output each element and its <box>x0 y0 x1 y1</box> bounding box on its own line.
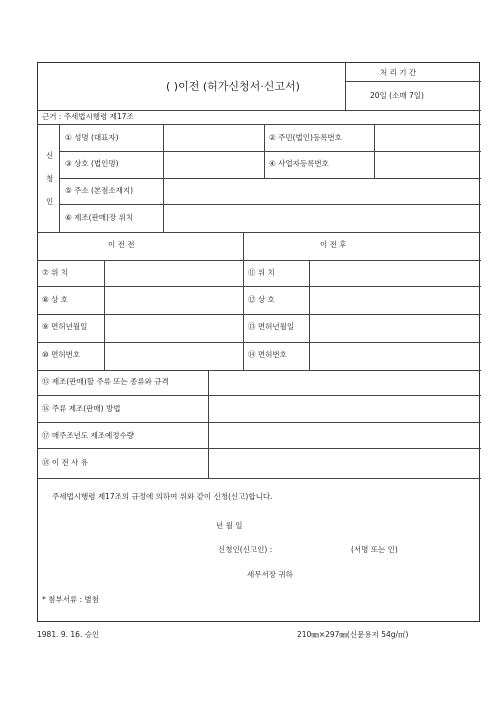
field-name-label: ① 성명 (대표자) <box>65 133 119 142</box>
line <box>243 232 244 370</box>
processing-period-label: 처 리 기 간 <box>380 68 417 77</box>
field-trade-name-label: ③ 상호 (법인명) <box>65 159 119 168</box>
applicant-label-char: 신 <box>46 151 54 160</box>
line <box>59 178 481 179</box>
line <box>59 204 481 205</box>
field-address-label: ⑤ 주소 (본점소재지) <box>65 186 134 195</box>
declaration-statement: 주세법시행령 제17조의 규정에 의하여 위와 같이 신청(신고)합니다. <box>52 492 273 501</box>
field-business-number-label: ④ 사업자등록번호 <box>269 159 329 168</box>
processing-divider <box>345 81 481 82</box>
after-license-date-label: ⑬ 면허년월일 <box>248 322 295 331</box>
recipient: 세무서장 귀하 <box>247 570 293 579</box>
before-location-label: ⑦ 위 치 <box>42 268 68 277</box>
line <box>38 314 481 315</box>
detail-liquor-type-label: ⑮ 제조(판매)할 주류 또는 종류와 규격 <box>42 377 169 386</box>
line <box>38 448 481 449</box>
after-location-label: ⑪ 위 치 <box>248 268 275 277</box>
line <box>38 124 481 125</box>
header-divider <box>345 63 346 110</box>
line <box>38 395 481 396</box>
after-license-number-label: ⑭ 면허번호 <box>248 350 287 359</box>
legal-basis: 근거 : 주세법시행령 제17조 <box>42 112 134 121</box>
line <box>38 478 481 479</box>
after-transfer-header: 이 전 후 <box>320 240 347 249</box>
line <box>38 422 481 423</box>
approval-date: 1981. 9. 16. 승인 <box>37 630 100 639</box>
before-license-date-label: ⑨ 면허년월일 <box>42 322 88 331</box>
line <box>104 260 105 370</box>
line <box>59 151 481 152</box>
applicant-label-char: 청 <box>46 174 54 183</box>
form-title: ( )이전 (허가신청서·신고서) <box>166 80 300 93</box>
line <box>38 286 481 287</box>
field-location-label: ⑥ 제조(판매)장 위치 <box>65 213 134 222</box>
line <box>309 260 310 370</box>
signature-note: (서명 또는 인) <box>351 545 398 554</box>
attachment-note: * 첨부서류 : 별첨 <box>42 595 99 604</box>
detail-method-label: ⑯ 주류 제조(판매) 방법 <box>42 404 121 413</box>
line <box>38 342 481 343</box>
after-trade-name-label: ⑫ 상 호 <box>248 295 275 304</box>
processing-period-value: 20일 (소매 7일) <box>370 91 424 100</box>
before-transfer-header: 이 전 전 <box>108 240 135 249</box>
line <box>38 232 481 233</box>
applicant-label-char: 인 <box>46 197 54 206</box>
field-registration-number-label: ② 주민(법인)등록번호 <box>269 133 342 142</box>
paper-spec: 210㎜×297㎜(신문용지 54g/㎡) <box>297 630 409 639</box>
line <box>208 370 209 478</box>
before-trade-name-label: ⑧ 상 호 <box>42 295 68 304</box>
before-license-number-label: ⑩ 면허번호 <box>42 350 81 359</box>
line <box>38 370 481 371</box>
detail-reason-label: ⑱ 이 전 사 유 <box>42 458 89 467</box>
line <box>38 110 481 111</box>
applicant-signature-label: 신청인(신고인) : <box>218 545 273 554</box>
detail-quantity-label: ⑰ 매주조년도 제조예정수량 <box>42 431 134 440</box>
declaration-date: 년 월 일 <box>216 521 243 530</box>
application-form <box>37 62 480 622</box>
